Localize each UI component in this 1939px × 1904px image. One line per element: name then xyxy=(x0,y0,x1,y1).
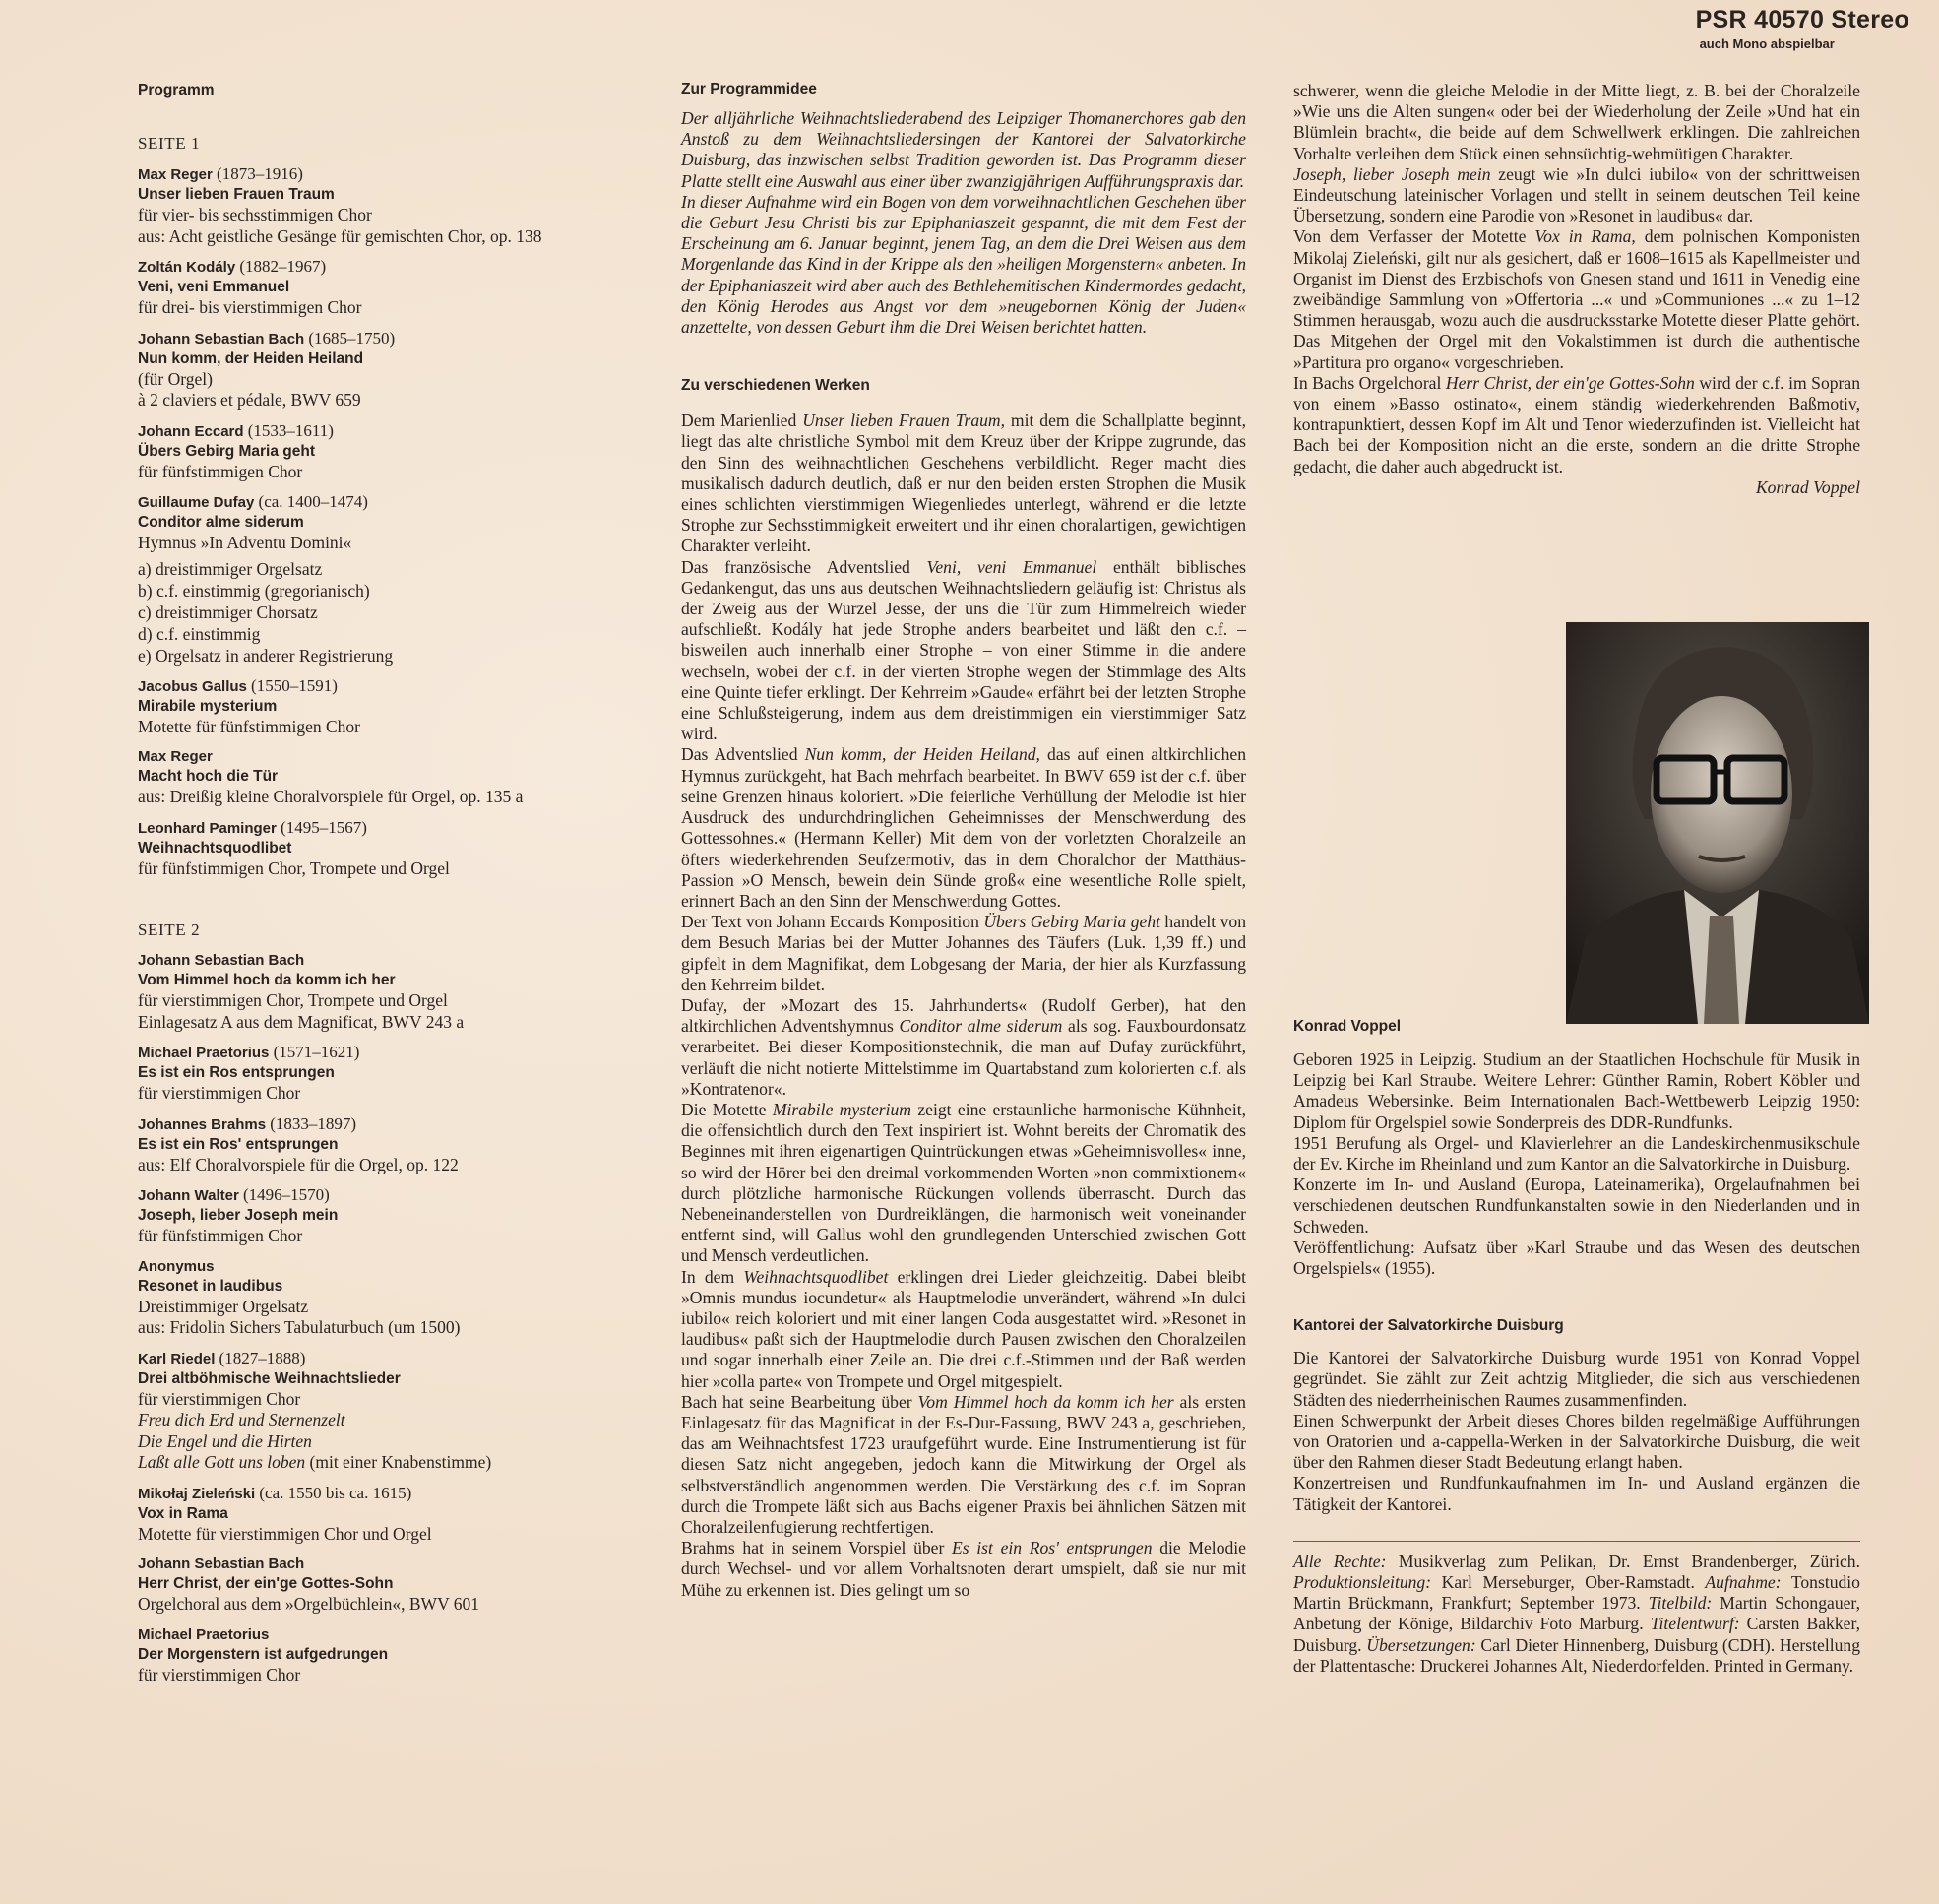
composer-dates: (1496–1570) xyxy=(242,1185,330,1204)
movement-list xyxy=(138,558,669,666)
work-description: aus: Acht geistliche Gesänge für gemischten Chor, op. 138 xyxy=(138,225,542,246)
program-entry xyxy=(138,817,669,880)
credit-label: Übersetzungen: xyxy=(1366,1634,1476,1655)
text-run: mit dem die Schallplatte beginnt, liegt das alte christliche Symbol mit dem Kreuz über der Krippe zugrunde, das den Sinn des weihnachtlichen Geschehens verbildlicht. Reger macht dies musikalisch dadurch deutlich, daß er nur den beiden ersten Strophen die Musik eines schlichten vierstimmigen Wiegenliedes unterlegt, während er die letzte Strophe zur Sechsstimmigkeit erweitert und ihr einen choralartigen, gewichtigen Charakter verleiht. xyxy=(681,411,1246,556)
composer-dates: (ca. 1550 bis ca. 1615) xyxy=(259,1483,412,1502)
work-description: Dreistimmiger Orgelsatz xyxy=(138,1296,309,1316)
credit-label: Titelentwurf: xyxy=(1650,1614,1740,1634)
program-heading: Programm xyxy=(138,82,215,98)
werke-paragraph: schwerer, wenn die gleiche Melodie in der Mitte liegt, z. B. bei der Choralzeile »Wie uns die Alten sungen« oder bei der Wiederholung der Zeile »Und hat ein Blümlein bracht«, die beide auf dem Schwellwerk erklingen. Die zahlreichen Vorhalte verleihen dem Stück einen sehnsüchtig-wehmütigen Charakter. xyxy=(1293,81,1860,163)
movement-item: d) c.f. einstimmig xyxy=(138,623,261,644)
composer-name: Jacobus Gallus xyxy=(138,677,247,695)
text-run: Dem Marienlied xyxy=(681,411,803,431)
program-entry xyxy=(138,328,669,412)
werke-paragraph xyxy=(681,1392,1246,1538)
programmidee-paragraph: Der alljährliche Weihnachtsliederabend des Leipziger Thomanerchores gab den Anstoß zu dem Weihnachtsliedersingen der Kantorei der Salvatorkirche Duisburg, das inzwischen selbst Tradition geworden ist. Das Programm dieser Platte stellt eine Auswahl aus einer über zwanzigjährigen Aufführungspraxis dar. xyxy=(681,108,1246,191)
work-description: für vier- bis sechsstimmigen Chor xyxy=(138,205,372,224)
composer-dates: (1571–1621) xyxy=(273,1043,360,1061)
work-title: Vom Himmel hoch da komm ich her xyxy=(138,972,396,988)
text-run: enthält biblisches Gedankengut, das uns aus deutschen Weihnachtsliedern geläufig ist: Christus als der Zweig aus der Wurzel Jesse, der uns die Tür zum Himmelreich wieder aufschließt. Kodály hat jede Strophe anders bearbeitet und läßt den c.f. – bisweilen auch innerhalb einer Strophe – von einer Stimme in die andere wechseln, wobei der c.f. in der vierten Strophe wegen der Stimmlage des Alts eine Quinte tiefer erklingt. Der Kehrreim »Gaude« erfährt bei der letzten Strophe eine Schlußsteigerung, indem aus dem dreistimmigen ein vierstimmiger Satz wird. xyxy=(681,556,1246,744)
program-entry xyxy=(138,675,669,738)
kantorei-heading: Kantorei der Salvatorkirche Duisburg xyxy=(1293,1317,1564,1335)
text-run: Das Adventslied xyxy=(681,744,805,765)
work-title: Es ist ein Ros entsprungen xyxy=(138,1064,335,1081)
text-run: handelt von dem Besuch Marias bei der Mutter Johannes des Täufers (Luk. 1,39 ff.) und gipfelt in dem Magnifikat, dem Lobgesang der Maria, der hier als Kurzfassung den Kehrreim bildet. xyxy=(681,912,1246,994)
werke-paragraph xyxy=(681,1538,1246,1601)
program-entry xyxy=(138,420,669,483)
composer-name: Johann Sebastian Bach xyxy=(138,330,305,348)
work-title-italic: Es ist ein Ros' entsprungen xyxy=(952,1538,1153,1558)
work-description: Hymnus »In Adventu Domini« xyxy=(138,533,352,552)
text-run: Brahms hat in seinem Vorspiel über xyxy=(681,1538,953,1558)
work-description: für fünfstimmigen Chor, Trompete und Orgel xyxy=(138,857,450,878)
composer-dates: (1882–1967) xyxy=(239,257,327,276)
composer-dates: (1550–1591) xyxy=(251,675,338,695)
composer-line xyxy=(138,950,669,971)
composer-name: Anonymus xyxy=(138,1257,215,1275)
credit-value: Musikverlag zum Pelikan, Dr. Ernst Brandenberger, Zürich. xyxy=(1386,1551,1860,1571)
work-title-italic: Weihnachtsquodlibet xyxy=(743,1266,889,1287)
text-run: In dem xyxy=(681,1266,744,1287)
portrait-image xyxy=(1566,622,1869,1024)
program-entry xyxy=(138,1184,669,1247)
composer-line xyxy=(138,1113,669,1135)
text-run: Der Text von Johann Eccards Komposition xyxy=(681,912,984,932)
work-description: für drei- bis vierstimmigen Chor xyxy=(138,297,362,317)
composer-line xyxy=(138,1042,669,1063)
text-run: zeigt eine erstaunliche harmonische Kühnheit, die offensichtlich durch den Text inspiriert ist. Wohnt bereits der Chromatik des Beginnes mit ihren eigenartigen Quintrückungen etwas »Geheimnisvolles« inne, so wird der Hörer bei den dreimal vorkommenden Worten »non commixtionem« durch plötzliche harmonische Rückungen vollends überrascht. Durch das Nebeneinanderstellen von Durdreiklängen, die harmonisch weit voneinander entfernt sind, will Gallus wohl den grundlegenden Unterschied zwischen Gott und Mensch verdeutlichen. xyxy=(681,1099,1246,1266)
werke-paragraph xyxy=(681,411,1246,556)
side-1-list xyxy=(138,163,669,879)
movement-item: c) dreistimmiger Chorsatz xyxy=(138,602,318,622)
work-title: Übers Gebirg Maria geht xyxy=(138,442,316,460)
composer-dates: (ca. 1400–1474) xyxy=(258,492,368,511)
credits-divider xyxy=(1293,1541,1860,1542)
text-run: Die Motette xyxy=(681,1099,773,1119)
composer-name: Michael Praetorius xyxy=(138,1625,270,1643)
werke-paragraph xyxy=(681,557,1246,745)
composer-line xyxy=(138,420,669,442)
werke-paragraph: Von dem Verfasser der Motette Vox in Rama, dem polnischen Komponisten Mikolaj Zieleński, gilt nur als gesichert, daß er 1608–1615 als Kapellmeister und Organist im Dienst des Erzbischofs von Gnesen stand und 1611 in Venedig eine zweibändige Sammlung von »Offertoria ...« und »Communiones ...« zu 1–12 Stimmen herausgab, wozu auch die ausdrucksstarke Motette dieser Platte gehört. Das Mitgehen der Orgel mit den Vokalstimmen ist durch die authentische »Partitura pro organo« vorgeschrieben. xyxy=(1293,226,1860,372)
composer-line xyxy=(138,328,669,349)
bio-column xyxy=(1293,1049,1860,1677)
work-description: Motette für fünfstimmigen Chor xyxy=(138,716,361,736)
work-title: Vox in Rama xyxy=(138,1504,228,1522)
composer-line xyxy=(138,817,669,839)
text-run: die Melodie durch Wechsel- und vor allem Vorhaltsnoten derart umspielt, daß sie nur mit Mühe zu erkennen ist. Dies gelingt um so xyxy=(681,1538,1246,1600)
credit-label: Produktionsleitung: xyxy=(1293,1572,1432,1593)
side-2-label: SEITE 2 xyxy=(138,920,201,939)
work-title-italic: Unser lieben Frauen Traum, xyxy=(802,411,1006,431)
programmidee-heading: Zur Programmidee xyxy=(681,81,817,97)
credit-label: Titelbild: xyxy=(1648,1593,1713,1614)
author-signature: Konrad Voppel xyxy=(1755,476,1860,497)
movement-item: a) dreistimmiger Orgelsatz xyxy=(138,558,323,579)
program-entry xyxy=(138,746,669,808)
voppel-heading: Konrad Voppel xyxy=(1293,1018,1402,1035)
mono-note: auch Mono abspielbar xyxy=(1699,36,1835,51)
werke-paragraph xyxy=(681,744,1246,912)
work-description: Motette für vierstimmigen Chor und Orgel xyxy=(138,1523,432,1544)
composer-dates: (1495–1567) xyxy=(281,817,367,837)
program-column xyxy=(138,81,669,1694)
work-title: Resonet in laudibus xyxy=(138,1277,283,1295)
catalog-number: PSR 40570 Stereo xyxy=(1695,6,1909,33)
werke-paragraph: Joseph, lieber Joseph mein zeugt wie »In dulci iubilo« von der schrittweisen Eindeutschung lateinischer Vorlagen und stellt in seinem deutschen Teil keine Übersetzung, sondern eine Parodie von »Resonet in laudibus« dar. xyxy=(1293,163,1860,226)
program-entry xyxy=(138,1554,669,1616)
side-1-label: SEITE 1 xyxy=(138,134,201,153)
werke-continued xyxy=(1293,81,1860,498)
composer-name: Max Reger xyxy=(138,166,213,183)
kantorei-paragraph: Konzertreisen und Rundfunkaufnahmen im In- und Ausland ergänzen die Tätigkeit der Kantorei. xyxy=(1293,1473,1860,1514)
bio-paragraph: Veröffentlichung: Aufsatz über »Karl Straube und das Wesen des deutschen Orgelspiels« (1955). xyxy=(1293,1237,1860,1279)
work-title: Drei altböhmische Weihnachtslieder xyxy=(138,1369,401,1387)
werke-paragraph xyxy=(681,1267,1246,1392)
song-title xyxy=(138,1452,669,1474)
composer-name: Mikołaj Zieleński xyxy=(138,1485,256,1502)
work-title: Mirabile mysterium xyxy=(138,697,278,715)
work-description: (für Orgel) xyxy=(138,368,213,389)
kantorei-text xyxy=(1293,1348,1860,1515)
work-title-italic: Mirabile mysterium xyxy=(772,1099,912,1119)
work-title-italic: Vom Himmel hoch da komm ich her xyxy=(917,1391,1174,1412)
work-title: Veni, veni Emmanuel xyxy=(138,279,290,295)
text-run: als sog. Fauxbourdonsatz verarbeitet. Bei dieser Kompositionstechnik, die man auf Dufay zurückführt, verläuft die nicht notierte Mittelstimme im Quartabstand zum kolorierten c.f. als »Kontratenor«. xyxy=(681,1016,1246,1099)
composer-name: Johann Sebastian Bach xyxy=(138,1555,305,1572)
composer-line xyxy=(138,1348,669,1369)
movement-item: e) Orgelsatz in anderer Registrierung xyxy=(138,645,394,666)
text-run: Dufay, der »Mozart des 15. Jahrhunderts« (Rudolf Gerber), hat den altkirchlichen Adventshymnus xyxy=(681,994,1246,1037)
composer-name: Michael Praetorius xyxy=(138,1045,270,1061)
composer-line xyxy=(138,746,669,767)
notes-column-right xyxy=(1293,81,1860,498)
program-entry xyxy=(138,950,669,1033)
composer-dates: (1873–1916) xyxy=(217,164,303,183)
credit-value: Martin Schongauer, Anbetung der Könige, Bildarchiv Foto Marburg. xyxy=(1293,1593,1860,1634)
credit-label: Aufnahme: xyxy=(1705,1572,1782,1593)
composer-line xyxy=(138,1483,669,1504)
werke-paragraph xyxy=(681,1100,1246,1267)
work-title-italic: Veni, veni Emmanuel xyxy=(926,556,1097,577)
work-description: für vierstimmigen Chor, Trompete und Orgel xyxy=(138,990,448,1010)
credits-text xyxy=(1293,1552,1860,1677)
composer-name: Zoltán Kodály xyxy=(138,259,236,276)
text-run: erklingen drei Lieder gleichzeitig. Dabei bleibt »Omnis mundus iocundetur« als Hauptmelodie unverändert, während »In dulci iubilo« reich koloriert und mit einer langen Coda ausgestattet wird. »Resonet in laudibus« paßt sich der Hauptmelodie durch Pausen zwischen den Choralzeilen und sogar innerhalb einer Zeile an. Die drei c.f.-Stimmen und der Baß werden hier »colla parte« von Trompete und Orgel mitgespielt. xyxy=(681,1266,1246,1391)
composer-line xyxy=(138,1554,669,1574)
work-title: Der Morgenstern ist aufgedrungen xyxy=(138,1645,389,1663)
bio-paragraph: Konzerte im In- und Ausland (Europa, Lateinamerika), Orgelaufnahmen bei verschiedenen deutschen Rundfunkanstalten sowie in den Niederlanden und in Schweden. xyxy=(1293,1174,1860,1237)
composer-line xyxy=(138,675,669,697)
program-entry xyxy=(138,1113,669,1176)
work-title: Conditor alme siderum xyxy=(138,514,304,531)
composer-name: Johann Sebastian Bach xyxy=(138,952,305,969)
voppel-bio xyxy=(1293,1049,1860,1279)
composer-line xyxy=(138,1624,669,1645)
work-description: aus: Fridolin Sichers Tabulaturbuch (um 1500) xyxy=(138,1317,461,1337)
side-2-list xyxy=(138,950,669,1685)
credit-value: Tonstudio Martin Brückmann, Frankfurt; September 1973. xyxy=(1293,1572,1860,1614)
credit-value: Karl Merseburger, Ober-Ramstadt. xyxy=(1431,1572,1706,1593)
programmidee-text xyxy=(681,108,1246,338)
composer-line xyxy=(138,256,669,278)
credit-value: Carsten Bakker, Duisburg. xyxy=(1293,1614,1861,1655)
work-description: Einlagesatz A aus dem Magnificat, BWV 243 a xyxy=(138,1011,465,1032)
composer-line xyxy=(138,1184,669,1206)
composer-line xyxy=(138,163,669,185)
composer-dates: (1833–1897) xyxy=(270,1113,357,1133)
work-title: Joseph, lieber Joseph mein xyxy=(138,1207,339,1224)
composer-name: Karl Riedel xyxy=(138,1350,216,1367)
work-title-italic: Nun komm, der Heiden Heiland, xyxy=(804,744,1040,765)
catalog-block xyxy=(1696,6,1909,51)
composer-name: Johann Walter xyxy=(138,1187,239,1204)
work-description: Orgelchoral aus dem »Orgelbüchlein«, BWV 601 xyxy=(138,1594,480,1614)
credit-label: Alle Rechte: xyxy=(1293,1551,1387,1571)
credit-value: Carl Dieter Hinnenberg, Duisburg (CDH). xyxy=(1475,1634,1780,1655)
composer-dates: (1685–1750) xyxy=(308,328,396,348)
bio-paragraph: 1951 Berufung als Orgel- und Klavierlehrer an die Landeskirchenmusikschule der Ev. Kirche im Rheinland und zum Kantor an die Salvatorkirche in Duisburg. xyxy=(1293,1132,1860,1174)
portrait-photo xyxy=(1566,622,1869,1024)
composer-line xyxy=(138,1256,669,1277)
song-title-italic: Laßt alle Gott uns loben xyxy=(138,1452,306,1472)
program-entry xyxy=(138,1624,669,1686)
program-entry xyxy=(138,256,669,319)
text-run: als ersten Einlagesatz für das Magnificat in der Es-Dur-Fassung, BWV 243 a, geschrieben, das am Weihnachtsfest 1723 uraufgeführt wurde. Eine Instrumentierung ist für diesen Satz nicht angegeben, jedoch kann die Mitwirkung der Orgel als selbstverständlich angenommen werden. Die Verstärkung des c.f. im Sopran durch die Trompete läßt sich aus Bachs eigener Praxis bei ähnlichen Sätzen mit Choralzeilenfugierung rechtfertigen. xyxy=(681,1391,1246,1537)
programmidee-paragraph: In dieser Aufnahme wird ein Bogen von dem vorweihnachtlichen Geschehen über die Geburt Jesu Christi bis zur Epiphaniaszeit gespannt, die mit dem Fest der Erscheinung am 6. Januar beginnt, jenem Tag, an dem die Drei Weisen aus dem Morgenlande das Kind in der Krippe als den »heiligen Morgenstern« anbeten. In der Epiphaniaszeit wird aber auch des Bethlehemitischen Kindermordes gedacht, den König Herodes aus Angst vor dem »neugebornen König der Juden« anzettelte, von dessen Geburt ihm die Drei Weisen berichtet hatten. xyxy=(681,191,1246,338)
work-description: für vierstimmigen Chor xyxy=(138,1664,301,1684)
kantorei-paragraph: Einen Schwerpunkt der Arbeit dieses Chores bilden regelmäßige Aufführungen von Oratorien und a-cappella-Werken in der Salvatorkirche Duisburg, die weit über den Rahmen dieser Stadt Bedeutung erlangt haben. xyxy=(1293,1410,1860,1473)
program-entry xyxy=(138,163,669,247)
werke-paragraph: In Bachs Orgelchoral Herr Christ, der ein'ge Gottes-Sohn wird der c.f. im Sopran von einem »Basso ostinato«, einem ständig wiederkehrenden Baßmotiv, kontrapunktiert, dessen Kopf im Alt und Tenor wiederzufinden ist. Vielleicht hat Bach bei der Komposition nicht an die erste, sondern an die dritte Strophe gedacht, die daher auch abgedruckt ist. xyxy=(1293,372,1860,476)
work-description: für vierstimmigen Chor xyxy=(138,1388,301,1409)
text-run: das auf einen altkirchlichen Hymnus zurückgeht, hat Bach mehrfach bearbeitet. In BWV 659 ist der c.f. über seine Grenzen hinaus koloriert. »Die feierliche Verhüllung der Melodie ist hier Ausdruck des undurchdringlichen Geheimnisses der Menschwerdung des Gottessohnes.« (Hermann Keller) Mit dem von der vorletzten Choralzeile an öfters wiederkehrenden Seufzermotiv, das in dem Choralchor der Matthäus-Passion »O Mensch, bewein dein Sünde groß« eine wesentliche Rolle spielt, erinnert Bach an den Sinn der Menschwerdung Gottes. xyxy=(681,744,1246,911)
bio-paragraph: Geboren 1925 in Leipzig. Studium an der Staatlichen Hochschule für Musik in Leipzig bei Karl Straube. Weitere Lehrer: Günther Ramin, Robert Köbler und Amadeus Webersinke. Beim Internationalen Bach-Wettbewerb Leipzig 1950: Diplom für Orgelspiel sowie Sonderpreis des DDR-Rundfunks. xyxy=(1293,1049,1860,1132)
work-title-italic: Übers Gebirg Maria geht xyxy=(983,912,1160,932)
work-title: Es ist ein Ros' entsprungen xyxy=(138,1135,339,1153)
werke-heading: Zu verschiedenen Werken xyxy=(681,377,870,395)
work-title: Nun komm, der Heiden Heiland xyxy=(138,349,364,367)
composer-dates: (1533–1611) xyxy=(247,420,334,440)
song-title-note: (mit einer Knabenstimme) xyxy=(305,1452,492,1472)
program-entry xyxy=(138,1483,669,1546)
work-title: Weihnachtsquodlibet xyxy=(138,839,292,857)
work-title: Macht hoch die Tür xyxy=(138,768,279,785)
work-description: aus: Dreißig kleine Choralvorspiele für Orgel, op. 135 a xyxy=(138,787,524,806)
composer-name: Leonhard Paminger xyxy=(138,819,277,837)
werke-paragraph xyxy=(681,912,1246,995)
text-run: Bach hat seine Bearbeitung über xyxy=(681,1391,918,1412)
kantorei-paragraph: Die Kantorei der Salvatorkirche Duisburg wurde 1951 von Konrad Voppel gegründet. Sie zählt zur Zeit achtzig Mitglieder, die sich aus verschiedenen Städten des niederrheinischen Raumes zusammenfinden. xyxy=(1293,1348,1860,1410)
werke-paragraph xyxy=(681,995,1246,1100)
composer-name: Max Reger xyxy=(138,748,213,765)
program-entry xyxy=(138,1348,669,1474)
composer-name: Guillaume Dufay xyxy=(138,494,255,511)
composer-line xyxy=(138,491,669,513)
work-description: aus: Elf Choralvorspiele für die Orgel, op. 122 xyxy=(138,1154,459,1174)
work-title: Herr Christ, der ein'ge Gottes-Sohn xyxy=(138,1575,394,1592)
program-entry xyxy=(138,1042,669,1105)
work-description: für fünfstimmigen Chor xyxy=(138,461,303,481)
movement-item: b) c.f. einstimmig (gregorianisch) xyxy=(138,580,370,601)
program-entry xyxy=(138,491,669,666)
work-title: Unser lieben Frauen Traum xyxy=(138,186,335,203)
work-description: für vierstimmigen Chor xyxy=(138,1083,301,1103)
program-entry xyxy=(138,1256,669,1339)
song-title: Die Engel und die Hirten xyxy=(138,1430,312,1451)
notes-column-middle xyxy=(681,81,1246,1601)
work-description: für fünfstimmigen Chor xyxy=(138,1226,303,1245)
composer-dates: (1827–1888) xyxy=(219,1348,306,1367)
werke-text xyxy=(681,411,1246,1601)
credit-value: Herstellung der Plattentasche: Druckerei Johannes Alt, Niederdorfelden. Printed in Germany. xyxy=(1293,1634,1860,1676)
work-title-italic: Conditor alme siderum xyxy=(899,1016,1063,1037)
song-title: Freu dich Erd und Sternenzelt xyxy=(138,1410,345,1429)
work-description: à 2 claviers et pédale, BWV 659 xyxy=(138,390,361,410)
composer-name: Johann Eccard xyxy=(138,422,244,440)
composer-name: Johannes Brahms xyxy=(138,1115,267,1133)
text-run: Das französische Adventslied xyxy=(681,556,927,577)
